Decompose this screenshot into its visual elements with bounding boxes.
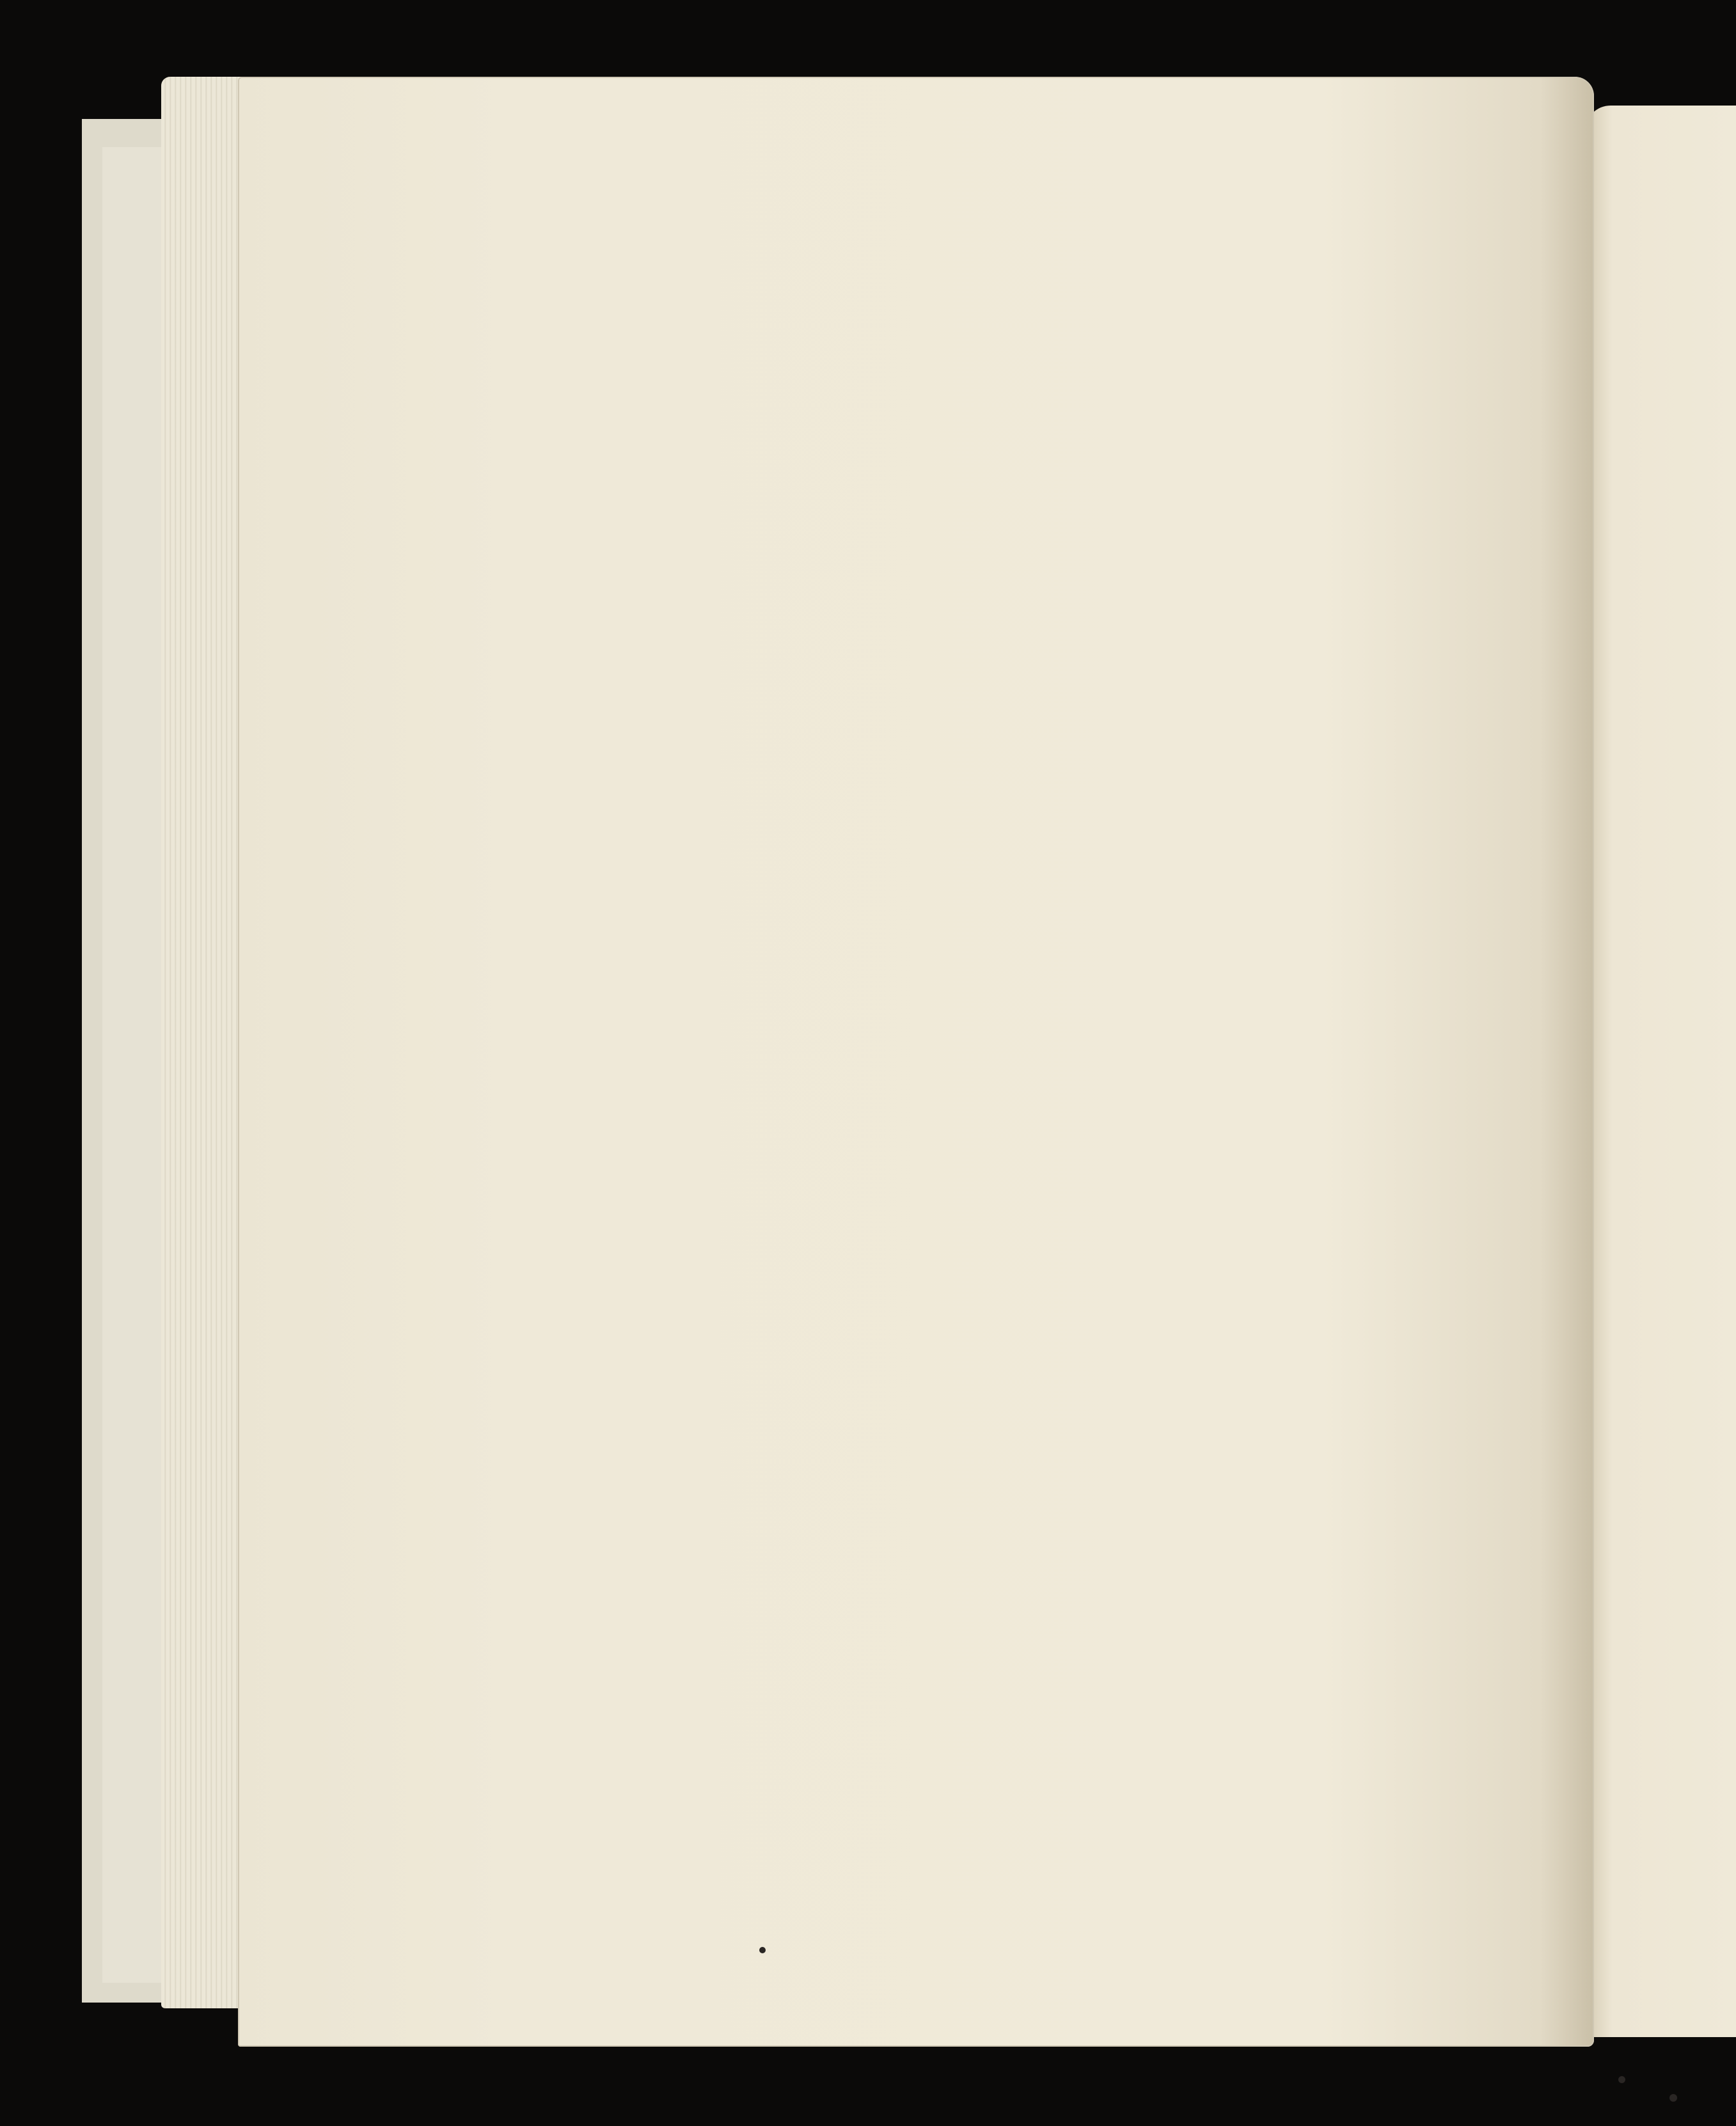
ink-speck bbox=[759, 1947, 766, 1953]
facing-page bbox=[1585, 106, 1736, 2037]
ink-speck bbox=[1618, 2076, 1625, 2083]
ink-speck bbox=[1669, 2094, 1677, 2102]
book-page bbox=[238, 77, 1594, 2047]
